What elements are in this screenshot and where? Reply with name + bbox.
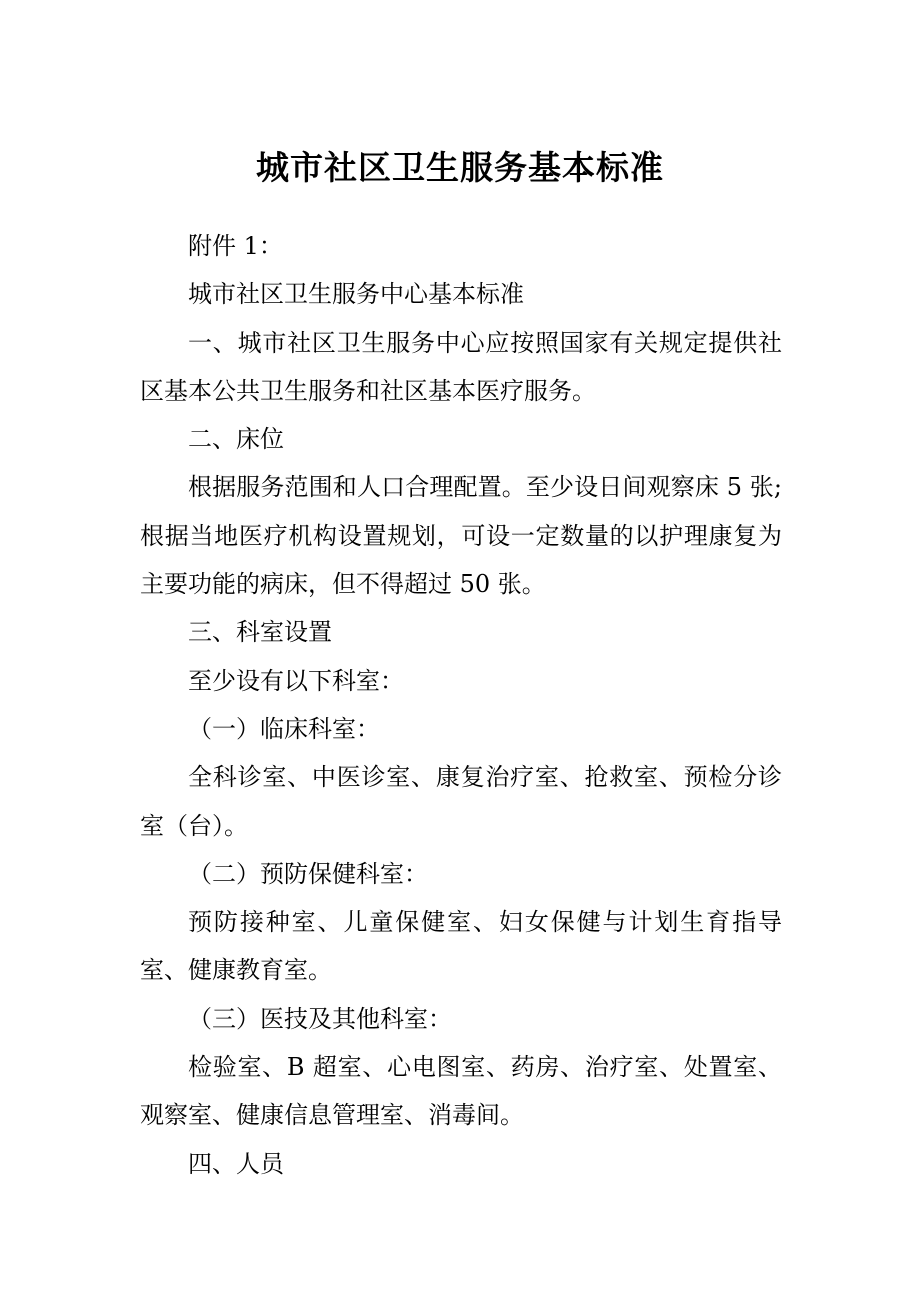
document-body bbox=[140, 222, 782, 1188]
paragraph-clinical: 全科诊室、中医诊室、康复治疗室、抢救室、预检分诊室（台）。 bbox=[140, 763, 782, 840]
heading-clinical: （一）临床科室： bbox=[188, 714, 380, 743]
paragraph-prevention: 预防接种室、儿童保健室、妇女保健与计划生育指导室、健康教育室。 bbox=[140, 908, 782, 985]
heading-departments: 三、科室设置 bbox=[188, 618, 332, 647]
paragraph-departments-intro: 至少设有以下科室： bbox=[188, 666, 404, 695]
section-heading: 城市社区卫生服务中心基本标准 bbox=[188, 280, 524, 309]
attachment-label: 附件 1： bbox=[188, 232, 283, 260]
paragraph-services: 一、城市社区卫生服务中心应按照国家有关规定提供社区基本公共卫生服务和社区基本医疗服务。 bbox=[140, 328, 782, 405]
heading-medical-tech: （三）医技及其他科室： bbox=[188, 1004, 452, 1033]
paragraph-medical-tech: 检验室、B 超室、心电图室、药房、治疗室、处置室、观察室、健康信息管理室、消毒间。 bbox=[140, 1053, 782, 1130]
heading-prevention: （二）预防保健科室： bbox=[188, 859, 428, 888]
heading-personnel: 四、人员 bbox=[188, 1149, 284, 1178]
document-title: 城市社区卫生服务基本标准 bbox=[256, 148, 664, 187]
heading-beds: 二、床位 bbox=[188, 425, 284, 454]
paragraph-beds: 根据服务范围和人口合理配置。至少设日间观察床 5 张;根据当地医疗机构设置规划，可设一定数量的以护理康复为主要功能的病床，但不得超过 50 张。 bbox=[140, 473, 782, 599]
